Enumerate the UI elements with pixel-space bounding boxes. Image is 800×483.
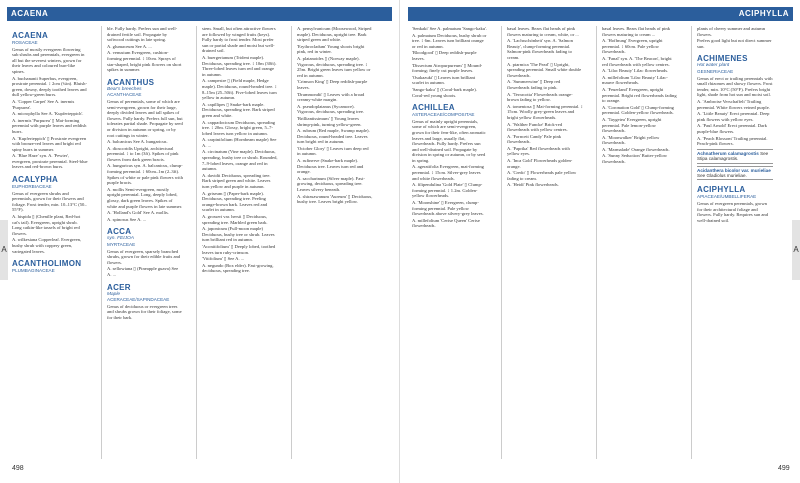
- entry-text: Genus of evergreen shrubs and perennials, grown for their flowers and foliage. Frost tender, min. 10–13°C (50–55°F).: [12, 190, 87, 213]
- cross-reference-label: Achnatherum calamagrostis: [697, 150, 759, 156]
- entry-text: basal leaves. Bears flat heads of pink flowers maturing to cream, white, or ...: [507, 26, 579, 37]
- entry-text: A. sellowiana ▯ (Pineapple guava) See A. ...: [107, 266, 179, 277]
- family-label: PLUMBAGINACEAE: [12, 268, 55, 274]
- entry-text: A. millefolium 'Cerise Queen' Cerise flowerheads.: [412, 217, 480, 229]
- entry-text: 'Crimson King' ▯ Deep reddish-purple leaves.: [297, 79, 368, 90]
- entry-text: A. 'Taygetea' Evergreen, upright perennial. Pale lemon-yellow flowerheads.: [602, 116, 662, 134]
- family-label: MYRTACEAE: [107, 242, 136, 247]
- entry-text: A. 'Coronation Gold' ▯ Clump-forming perennial. Golden-yellow flowerheads.: [602, 104, 674, 116]
- column-divider: [596, 26, 597, 459]
- entry-text: A. spinosus See A. ...: [107, 216, 147, 222]
- entry-text: A. 'Terracotta' Flowerheads orange-brown fading to yellow.: [507, 91, 573, 103]
- entry-text: Genus of deciduous or evergreen trees and shrubs grown for their foliage, some for their bark.: [107, 303, 182, 320]
- family-label: ACERACEAE/SAPINDACEAE: [107, 297, 170, 303]
- entry-text: A. grosseri var. hersii ▯ Deciduous, spreading tree. Marbled green bark.: [202, 214, 268, 225]
- entry-text: 'Sango-kaku' ▯ (Coral-bark maple). Coral-red young shoots.: [412, 86, 477, 98]
- entry-text: A. 'Paprika' Red flowerheads with yellow eyes.: [507, 145, 570, 157]
- entry-text: A. 'Forncett Candy' Pale pink flowerheads.: [507, 133, 562, 145]
- entry-text: A. pseudoplatanus (Sycamore). Vigorous, deciduous, spreading tree.: [297, 103, 365, 115]
- column-2: [107, 26, 183, 459]
- entry-text: 'Brilliantissimum' ▯ Young leaves shrimp-pink, turning yellow-green.: [297, 115, 362, 127]
- entry-text: A. 'Paul Arnold' Erect perennial. Dark purple-blue flowers.: [697, 123, 767, 134]
- entry-text: A. davidii Deciduous, spreading tree. Bark striped green and white. Leaves turn yellow and purple in autumn.: [202, 172, 271, 190]
- family-label: EUPHORBIACEAE: [12, 184, 52, 190]
- entry-text: A. capillipes ▯ Snake-bark maple. Deciduous, spreading tree. Bark striped green and white.: [202, 101, 275, 118]
- entry-text: A. filipendulina 'Gold Plate' ▯ Clump-forming perennial. ↕ 1.2m. Golden-yellow flowerheads.: [412, 182, 483, 199]
- entry-text: A. 'Lachsschönheit' syn. A. 'Salmon Beauty', clump-forming perennial. Salmon-pink flowerheads fading to cream.: [507, 38, 573, 60]
- entry-text: 'October Glory' ▯ Leaves turn deep red in autumn.: [297, 145, 369, 157]
- column-divider: [501, 26, 502, 459]
- column-divider: [691, 26, 692, 459]
- entry-text: A. hungaricus syn. A. balcanicus, clump-forming perennial. ↕ 60cm–1m (2–3ft). Spikes of white or pale pink flowers with purple bracts.: [107, 163, 183, 186]
- entry-text: 'Senkaki' See A. palmatum 'Sango-kaku'.: [412, 26, 488, 31]
- family-label: ASTERACEAE/COMPOSITAE: [412, 112, 475, 118]
- common-name-label: syn. FEIJOA: [107, 236, 134, 242]
- entry-text: A. 'Inca Gold' Flowerheads golden-orange.: [507, 158, 573, 169]
- family-label: ACANTHACEAE: [107, 92, 142, 98]
- column-divider: [196, 26, 197, 459]
- entry-text: A. 'Holland's Gold' See A. mollis.: [107, 210, 169, 216]
- entry-text: A. rubrum (Red maple, Swamp maple). Deciduous, round-headed tree. Leaves turn bright red in autumn.: [297, 128, 370, 145]
- entry-text: stem. Small, but often attractive flowers are followed by winged fruits (keys). Fully hardy to frost tender. Most prefer sun or partial shade and moist but well-drained soil.: [202, 26, 276, 54]
- entry-text: A. japonicum (Full-moon maple) Deciduous, bushy tree or shrub. Leaves turn brilliant red in autumn.: [202, 226, 275, 243]
- genus-heading: ACALYPHA: [12, 175, 59, 185]
- entry-text: 'Erythrocladum' Young shoots bright pink, red in winter.: [297, 43, 365, 55]
- entry-text: Prefers good light but not direct summer sun.: [697, 38, 772, 49]
- entry-text: A. campestre ▯ (Field maple, Hedge maple). Deciduous, round-headed tree. ↕ 8–15m (25–50ft). Five-lobed leaves turn yellow in autumn.: [202, 78, 277, 101]
- entry-text: A. tomentosa ▯ Mat-forming perennial. ↕ 15cm. Woolly grey-green leaves and bright yellow flowerheads.: [507, 103, 583, 120]
- entry-text: A. 'Ambroise Verschaffelt' Trailing perennial. White flowers veined purple.: [697, 98, 770, 110]
- entry-text: A. cappadocicum Deciduous, spreading tree. ↕ 20m. Glossy, bright green, 5–7-lobed leaves turn yellow in autumn.: [202, 119, 276, 136]
- book-spine: [399, 0, 400, 483]
- genus-heading: ACHILLEA: [412, 103, 455, 113]
- entry-text: A. 'Hoffnung' Evergreen, upright perennial. ↕ 60cm. Pale yellow flowerheads.: [602, 38, 663, 55]
- entry-text: A. 'Moonwalker' Bright yellow flowerheads.: [602, 134, 660, 146]
- left-header-title: ACAENA: [11, 9, 49, 18]
- entry-text: A. 'Heidi' Pink flowerheads.: [507, 182, 559, 188]
- entry-text: Genus of erect or trailing perennials with small rhizomes and showy flowers. Frost tender, min. 10°C (50°F). Prefers bright light, shade from hot sun and moist soil.: [697, 75, 773, 98]
- column-3: [202, 26, 278, 459]
- column-1: [12, 26, 88, 459]
- entry-text: A. saccharinum (Silver maple). Fast-growing, deciduous, spreading tree. Leaves silvery beneath.: [297, 175, 365, 193]
- entry-text: Genus of mostly evergreen flowering sub shrubs and perennials, evergreen in all but the severest winters, grown for their leaves and coloured burr-like spines.: [12, 46, 85, 74]
- right-page-header: [408, 7, 793, 21]
- genus-heading: ACHIMENES: [697, 54, 748, 64]
- entry-text: A. shirasawanum 'Aureum' ▯ Deciduous, bushy tree. Leaves bright yellow.: [297, 193, 373, 205]
- cross-reference-text: See Gladiolus murieliae.: [697, 172, 747, 178]
- left-page-header: [7, 7, 392, 21]
- column-5: [412, 26, 488, 459]
- column-divider: [101, 26, 102, 459]
- cross-reference: [697, 166, 773, 181]
- entry-text: A. carpinifolium (Hornbeam maple) See A. ...: [202, 137, 277, 148]
- family-label: APIACEAE/UMBELLIFERAE: [697, 194, 757, 200]
- entry-text: A. 'Credo' ▯ Flowerheads pale yellow fading to cream.: [507, 170, 577, 181]
- entry-text: A. negundo (Box elder). Fast-growing, deciduous, spreading tree.: [202, 262, 274, 274]
- entry-text: A. 'Feuerland' Evergreen, upright perennial. Bright red flowerheads fading to orange.: [602, 86, 677, 104]
- entry-text: A. 'Kupferteppich' ▯ Prostrate evergreen with bronze-red leaves and bright red spiny burrs in summer.: [12, 135, 87, 152]
- column-8: [697, 26, 773, 459]
- entry-text: A. 'Peach Blossom' Trailing perennial. Peach-pink flowers.: [697, 135, 768, 147]
- common-name-label: Maple: [107, 291, 121, 297]
- entry-text: A. millefolium 'Lilac Beauty' Lilac-mauve flowerheads.: [602, 74, 668, 86]
- entry-text: A. venustum Evergreen, cushion-forming perennial. ↕ 10cm. Sprays of star-shaped, bright pink flowers on short spikes in summer.: [107, 50, 182, 73]
- left-thumb-tab[interactable]: A: [0, 220, 8, 280]
- entry-text: plants of cheery summer and autumn flowers.: [697, 26, 765, 37]
- entry-text: 'Drummondii' ▯ Leaves with a broad creamy-white margin.: [297, 91, 365, 103]
- common-name-label: Bear's breeches: [107, 86, 142, 92]
- column-7: [602, 26, 678, 459]
- common-name-label: Hot water plant: [697, 63, 730, 69]
- entry-text: A. buchananii Superbus, evergreen, prostrate perennial. ↕ 2cm (¾in). Bluish-green, downy, deeply toothed leaves and dull yellow-green burrs.: [12, 75, 88, 98]
- column-4: [297, 26, 373, 459]
- entry-text: A. 'Copper Carpet' See A. inermis 'Purpurea'.: [12, 98, 75, 110]
- entry-text: A. ptarmica 'The Pearl' ▯ Upright, spreading perennial. Small white double flowerheads.: [507, 61, 582, 78]
- entry-text: A. glumaceum See A. ...: [107, 43, 152, 49]
- column-divider: [291, 26, 292, 459]
- entry-text: A. dioscoridis Upright, architectural perennial. ↕ to 1m (3ft). Spikes of pink flowers from dark green bracts.: [107, 145, 179, 162]
- entry-text: A. 'Little Beauty' Erect perennial. Deep pink flowers with yellow eyes.: [697, 111, 770, 122]
- entry-text: A. palmatum Deciduous, bushy shrub or tree. ↕ 6m. Leaves turn brilliant orange or red in autumn.: [412, 32, 487, 49]
- cross-reference-text: See Stipa calamagrostis.: [697, 150, 769, 162]
- genus-heading: ACANTHUS: [107, 77, 155, 87]
- entry-text: Genus of evergreen perennials, grown for their architectural foliage and flowers. Fully hardy. Requires sun and well-drained soil.: [697, 200, 769, 223]
- entry-text: A. 'Sunny Seduction' Butter-yellow flowerheads.: [602, 153, 668, 165]
- genus-heading: ACIPHYLLA: [697, 185, 746, 195]
- entry-text: 'Bloodgood' ▯ Deep reddish-purple leaves.: [412, 50, 477, 61]
- entry-text: Genus of perennials, some of which are semi-evergreen, grown for their large, deeply divided leaves and tall spikes of flowers. Fully hardy. Prefers full sun, but tolerates partial shade. Propagate by seed or division in autumn or spring, or by root cuttings in winter.: [107, 98, 183, 138]
- genus-heading: ACANTHOLIMON: [12, 259, 82, 269]
- family-label: ROSACEAE: [12, 40, 38, 45]
- entry-text: A. griseum ▯ (Paper-bark maple). Deciduous, spreading tree. Peeling orange-brown bark. Leaves red and scarlet in autumn.: [202, 190, 268, 213]
- right-thumb-tab[interactable]: A: [792, 220, 800, 280]
- cross-reference-label: Acidanthera bicolor var. murieliae: [697, 167, 771, 173]
- entry-text: A. hispida ▯ (Chenille plant, Red-hot cat's tail). Evergreen, upright shrub. Long catkin-like tassels of bright red flowers.: [12, 214, 81, 236]
- genus-heading: ACCA: [107, 227, 132, 237]
- entry-text: A. 'Summerwine' ▯ Deep red flowerheads fading to pink.: [507, 79, 561, 90]
- entry-text: A. 'Blue Haze' syn. A. 'Pewter', evergreen, prostrate perennial. Steel-blue leaves and red-brown burrs.: [12, 153, 88, 170]
- entry-text: ble. Fully hardy. Prefers sun and well-drained fertile soil. Propagate by softwood cuttings in late spring.: [107, 26, 178, 43]
- entry-text: 'Vitifolium' ▯ See A. ...: [202, 256, 245, 262]
- entry-text: A. 'Moonshine' ▯ Evergreen, clump-forming perennial. Pale yellow flowerheads above silvery-grey leaves.: [412, 200, 484, 217]
- entry-text: A. inermis 'Purpurea' ▯ Mat-forming perennial with purple leaves and reddish burrs.: [12, 117, 87, 134]
- right-page-number: 499: [778, 465, 790, 472]
- genus-heading: ACAENA: [12, 31, 49, 40]
- entry-text: 'Aconitifolium' ▯ Deeply lobed, toothed leaves turn ruby-crimson.: [202, 243, 276, 255]
- column-6: [507, 26, 583, 459]
- right-header-title: ACIPHYLLA: [738, 9, 789, 18]
- genus-heading: ACER: [107, 282, 131, 292]
- entry-text: A. ageratifolia Evergreen, mat-forming perennial. ↕ 15cm. Silver-grey leaves and white flowerheads.: [412, 164, 484, 181]
- entry-text: A. platanoides ▯ (Norway maple). Vigorous, deciduous, spreading tree. ↕ 25m. Bright green leaves turn yellow or red in autumn.: [297, 55, 371, 78]
- entry-text: A. 'Lilac Beauty' Lilac flowerheads.: [602, 68, 669, 74]
- entry-text: A. buergerianum (Trident maple). Deciduous, spreading tree. ↕ 10m (30ft). Three-lobed leaves turn red and orange in autumn.: [202, 54, 277, 77]
- entry-text: A. rufinerve (Snake-bark maple). Deciduous tree. Leaves turn red and orange.: [297, 158, 364, 175]
- cross-reference: [697, 149, 773, 164]
- entry-text: Genus of mainly upright perennials, some of which are semi-evergreen, grown for their fern-like, often aromatic leaves and large, usually flat, flowerheads. Fully hardy. Prefers sun and well-drained soil. Propagate by division in spring or autumn, or by seed in spring.: [412, 118, 486, 163]
- entry-text: Genus of evergreen, sparsely branched shrubs, grown for their edible fruits and flowers.: [107, 248, 181, 265]
- family-label: GESNERIACEAE: [697, 68, 734, 74]
- entry-text: A. microphylla See A. 'Kupferteppich'.: [12, 111, 84, 117]
- left-page-number: 498: [12, 465, 24, 472]
- entry-text: A. circinatum (Vine maple). Deciduous, spreading, bushy tree or shrub. Rounded, 7–9-lobed leaves, orange and red in autumn.: [202, 149, 278, 172]
- entry-text: 'Osakazuki' ▯ Leaves turn brilliant scarlet in autumn.: [412, 74, 476, 86]
- entry-text: A. balcanicus See A. hungaricus.: [107, 139, 168, 145]
- entry-text: A. pensylvanicum (Moosewood, Striped maple). Deciduous, upright tree. Bark striped green and white.: [297, 26, 372, 43]
- entry-text: basal leaves. Bears flat heads of pink flowers maturing to cream ...: [602, 26, 670, 37]
- entry-text: A. mollis Semi-evergreen, mostly upright perennial. Long, deeply lobed, glossy, dark green leaves. Spikes of white and purple flowers in late summer.: [107, 186, 183, 209]
- entry-text: A. 'Marmalade' Orange flowerheads.: [602, 146, 670, 152]
- entry-text: A. 'Walther Funcke' Brick-red flowerheads with yellow centres.: [507, 121, 568, 133]
- entry-text: 'Dissectum Atropurpureum' ▯ Mound-forming; finely cut purple leaves.: [412, 62, 483, 74]
- entry-text: A. wilkesiana Copperleaf. Evergreen, bushy shrub with coppery green, variegated leaves.: [12, 237, 82, 254]
- entry-text: A. 'Fanal' syn. A. 'The Beacon', bright red flowerheads with yellow centres.: [602, 55, 672, 67]
